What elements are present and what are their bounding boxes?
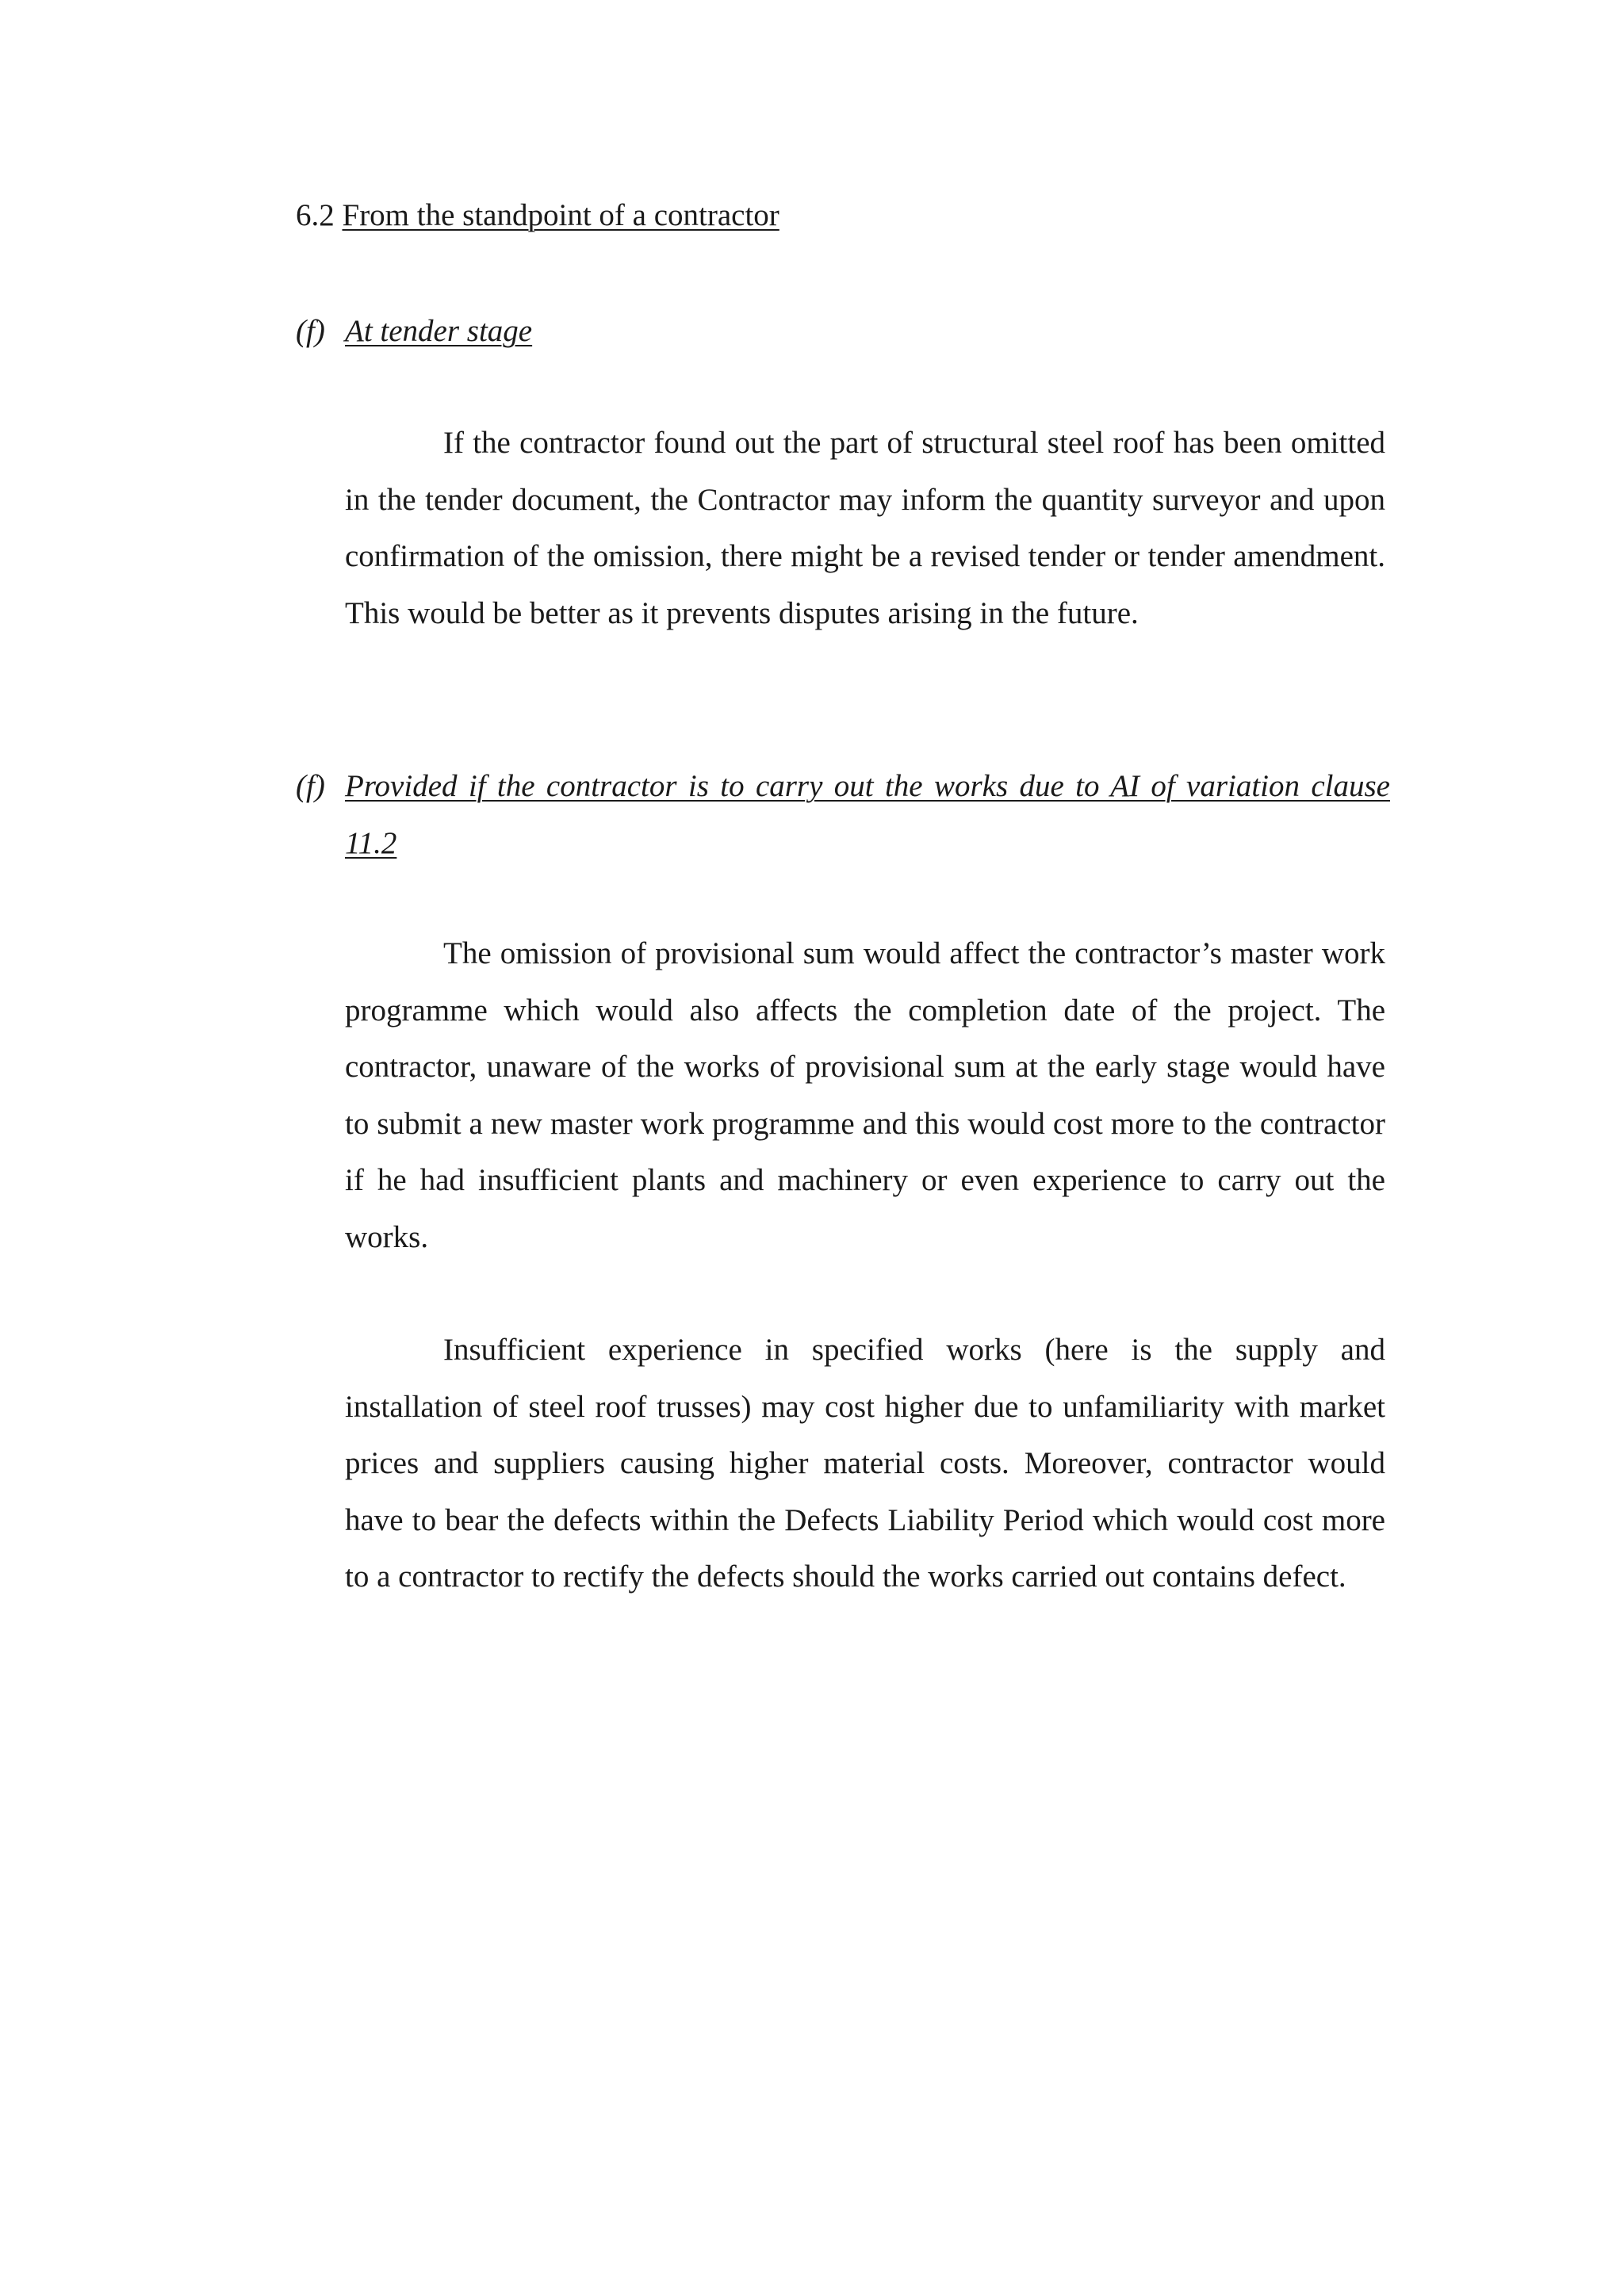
subsection-title: At tender stage xyxy=(345,314,533,348)
section-title: From the standpoint of a contractor xyxy=(342,198,779,232)
subsection-title: Provided if the contractor is to carry out the works due to AI of variation clause 11.2 xyxy=(345,769,1390,860)
subsection-marker: (f) xyxy=(296,314,325,348)
subsection-heading-tender-stage xyxy=(296,303,1390,360)
section-number: 6.2 xyxy=(296,198,335,232)
paragraph: If the contractor found out the part of structural steel roof has been omitted in the tender document, the Contractor may inform the quantity surveyor and upon confirmation of the omission, there might be a revised tender or tender amendment. This would be better as it prevents disputes arising in the future. xyxy=(345,426,1385,630)
paragraph: Insufficient experience in specified works (here is the supply and installation of steel roof trusses) may cost higher due to unfamiliarity with market prices and suppliers causing higher material costs. Moreover, contractor would have to bear the defects within the Defects Liability Period which would cost more to a contractor to rectify the defects should the works carried out contains defect. xyxy=(345,1333,1385,1594)
section-heading xyxy=(296,193,779,238)
paragraph: The omission of provisional sum would affect the contractor’s master work programme which would also affects the completion date of the project. The contractor, unaware of the works of provisional sum at the early stage would have to submit a new master work programme and this would cost more to the contractor if he had insufficient plants and machinery or even experience to carry out the works. xyxy=(345,936,1385,1254)
subsection-heading-variation xyxy=(296,758,1390,872)
subsection-marker: (f) xyxy=(296,769,325,803)
